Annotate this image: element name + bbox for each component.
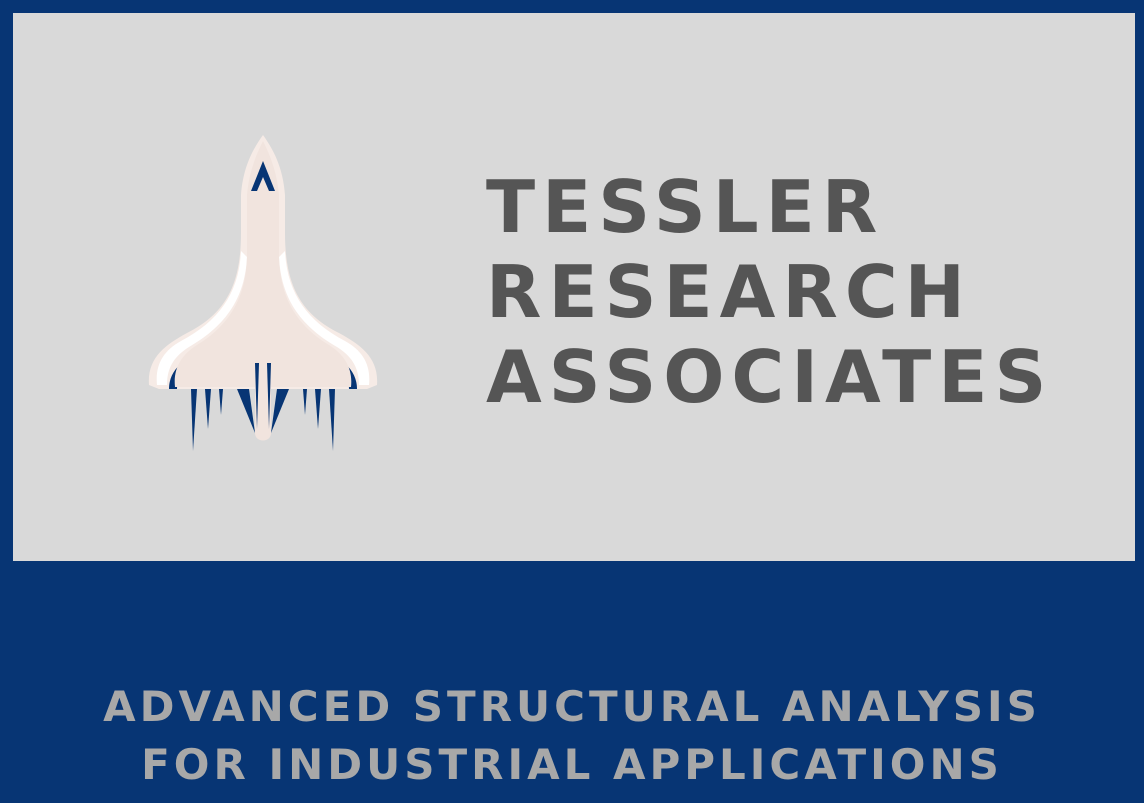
company-name-line-3: ASSOCIATES [486, 335, 1054, 419]
rocket-jet-icon [137, 133, 389, 463]
company-name-line-1: TESSLER [486, 165, 885, 249]
tagline-line-2: FOR INDUSTRIAL APPLICATIONS [141, 740, 1003, 789]
tagline-line-1: ADVANCED STRUCTURAL ANALYSIS [103, 682, 1041, 731]
company-name-line-2: RESEARCH [486, 250, 972, 334]
header-panel [13, 13, 1135, 561]
company-name [486, 165, 1126, 435]
tagline [0, 678, 1144, 794]
